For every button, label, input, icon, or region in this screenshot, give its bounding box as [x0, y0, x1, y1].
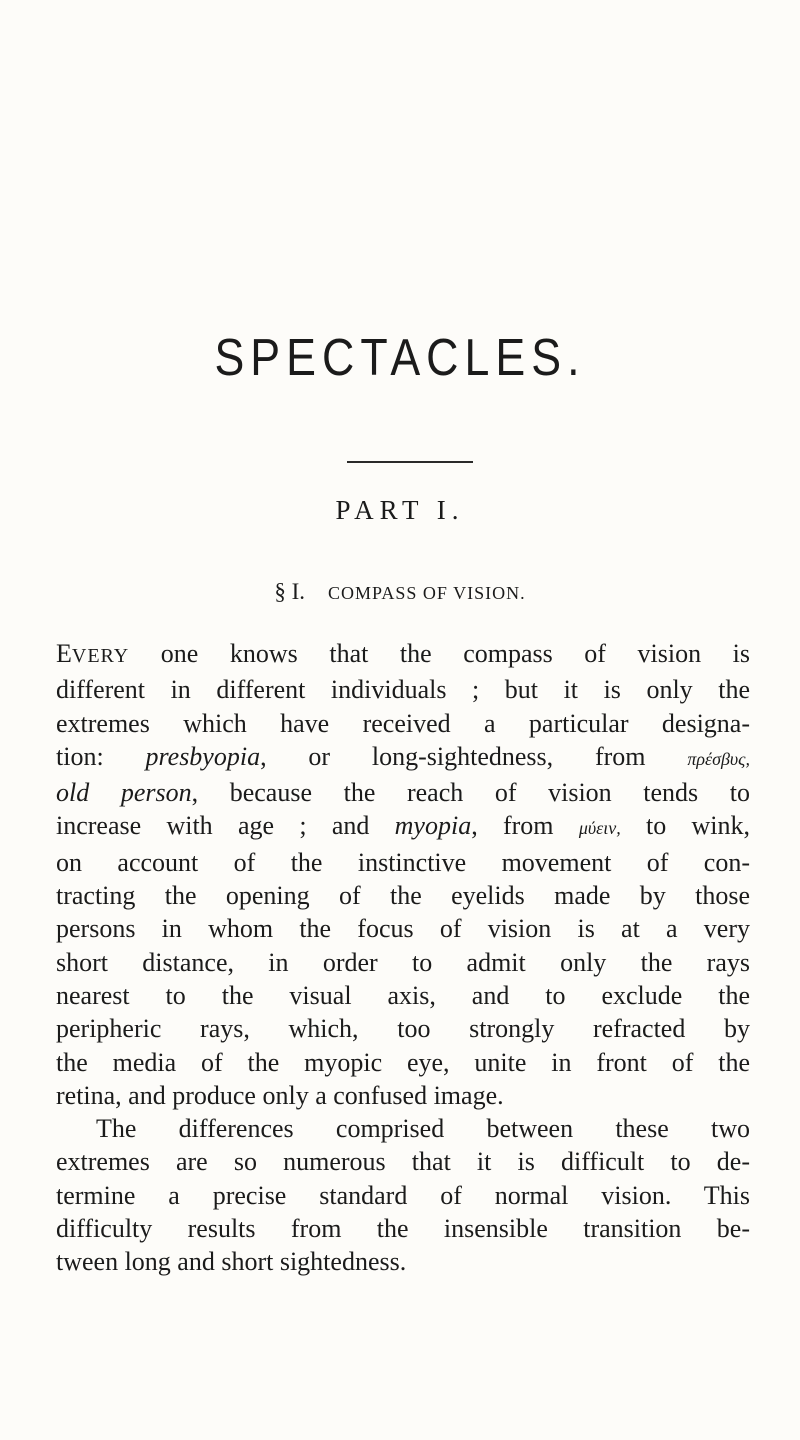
text-line: the media of the myopic eye, unite in front of the [56, 1047, 750, 1077]
section-number: § I. [274, 579, 306, 604]
body-text [56, 637, 750, 1279]
text-line: The differences comprised between these two [96, 1114, 750, 1144]
lead-small-caps: VERY [71, 645, 130, 667]
text-line: tracting the opening of the eyelids made by those [56, 881, 750, 911]
greek-presbus: πρέσβυς, [687, 748, 750, 769]
term-old-person: old person [56, 778, 192, 808]
text-line: tion: presbyopia, or long-sightedness, from πρέσβυς, [56, 741, 750, 771]
text-line: retina, and produce only a confused image. [56, 1080, 504, 1110]
text-line: different in different individuals ; but it is only the [56, 675, 750, 705]
text-line: increase with age ; and myopia, from μύειν, to wink, [56, 811, 750, 841]
section-title: COMPASS OF VISION. [328, 583, 526, 603]
paragraph-2 [56, 1112, 750, 1278]
paragraph-1 [56, 637, 750, 1112]
text-line: short distance, in order to admit only the rays [56, 947, 750, 977]
text-line: peripheric rays, which, too strongly refracted by [56, 1014, 750, 1044]
title-divider [347, 461, 473, 463]
part-heading: PART I. [335, 495, 465, 525]
text-line: persons in whom the focus of vision is at a very [56, 914, 750, 944]
term-myopia: myopia [394, 811, 472, 841]
text-line: extremes which have received a particular designa- [56, 708, 750, 738]
text-line: termine a precise standard of normal vision. This [56, 1180, 750, 1210]
lead-cap: E [56, 639, 72, 668]
term-presbyopia: presbyopia [145, 741, 261, 771]
text-line: difficulty results from the insensible transition be- [56, 1214, 750, 1244]
section-heading [0, 580, 800, 603]
text-line: extremes are so numerous that it is difficult to de- [56, 1147, 750, 1177]
text-line: tween long and short sightedness. [56, 1247, 407, 1277]
text-line: on account of the instinctive movement of con- [56, 847, 750, 877]
text-line: old person, because the reach of vision tends to [56, 778, 750, 808]
text-line: EVERY one knows that the compass of vision is [56, 639, 750, 668]
page-title: SPECTACLES. [214, 329, 586, 387]
text-line: nearest to the visual axis, and to exclude the [56, 980, 750, 1010]
greek-muein: μύειν, [578, 818, 621, 839]
